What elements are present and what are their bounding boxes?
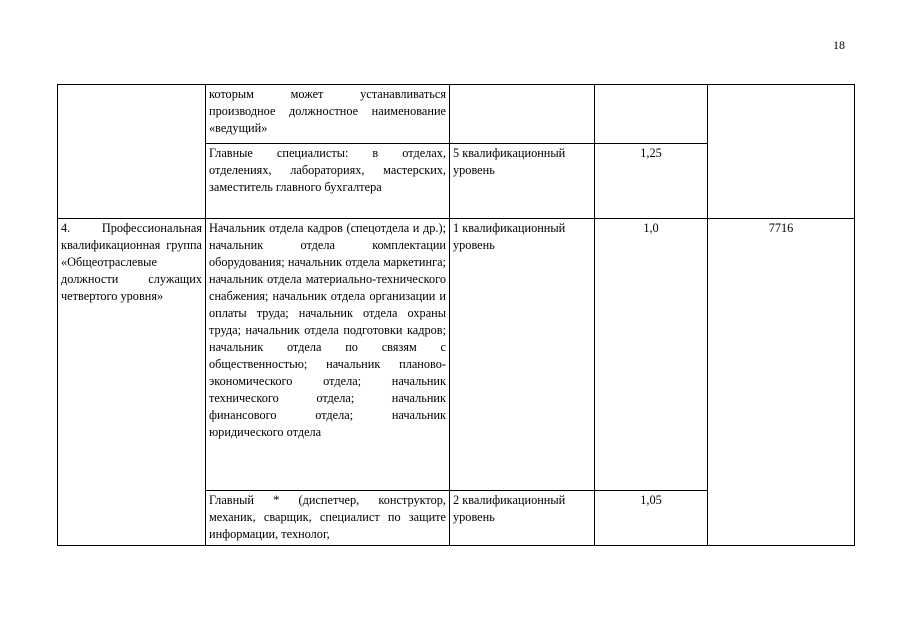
table-row [58,85,855,144]
coefficient-cell: 1,25 [595,144,708,219]
level-cell: 1 квалификационный уровень [450,219,595,491]
group-cell [58,85,206,219]
qualification-table [57,84,855,546]
coefficient-cell [595,85,708,144]
coefficient-cell: 1,0 [595,219,708,491]
position-cell: Начальник отдела кадров (спецотдела и др.); начальник отдела комплектации оборудования; начальник отдела маркетинга; начальник отдела материально-технического снабжения; начальник отдела организации и оплаты труда; начальник отдела охраны труда; начальник отдела подготовки кадров; начальник отдела по связям с общественностью; начальник планово-экономического отдела; начальник технического отдела; начальник финансового отдела; начальник юридического отдела [206,219,450,491]
position-cell: Главные специалисты: в отделах, отделениях, лабораториях, мастерских, заместитель главного бухгалтера [206,144,450,219]
position-cell [206,491,450,546]
position-cell: которым может устанавливаться производное должностное наименование «ведущий» [206,85,450,144]
level-cell [450,85,595,144]
table-row [58,219,855,491]
page-number: 18 [833,38,845,52]
level-cell: 5 квалификационный уровень [450,144,595,219]
position-text: Главный * (диспетчер, конструктор, механик, сварщик, специалист по защите информации, технолог, [209,493,446,541]
salary-cell: 7716 [708,219,855,546]
salary-cell [708,85,855,219]
level-cell: 2 квалификационный уровень [450,491,595,546]
coefficient-cell: 1,05 [595,491,708,546]
group-cell: 4. Профессиональная квалификационная группа «Общеотраслевые должности служащих четвертого уровня» [58,219,206,546]
